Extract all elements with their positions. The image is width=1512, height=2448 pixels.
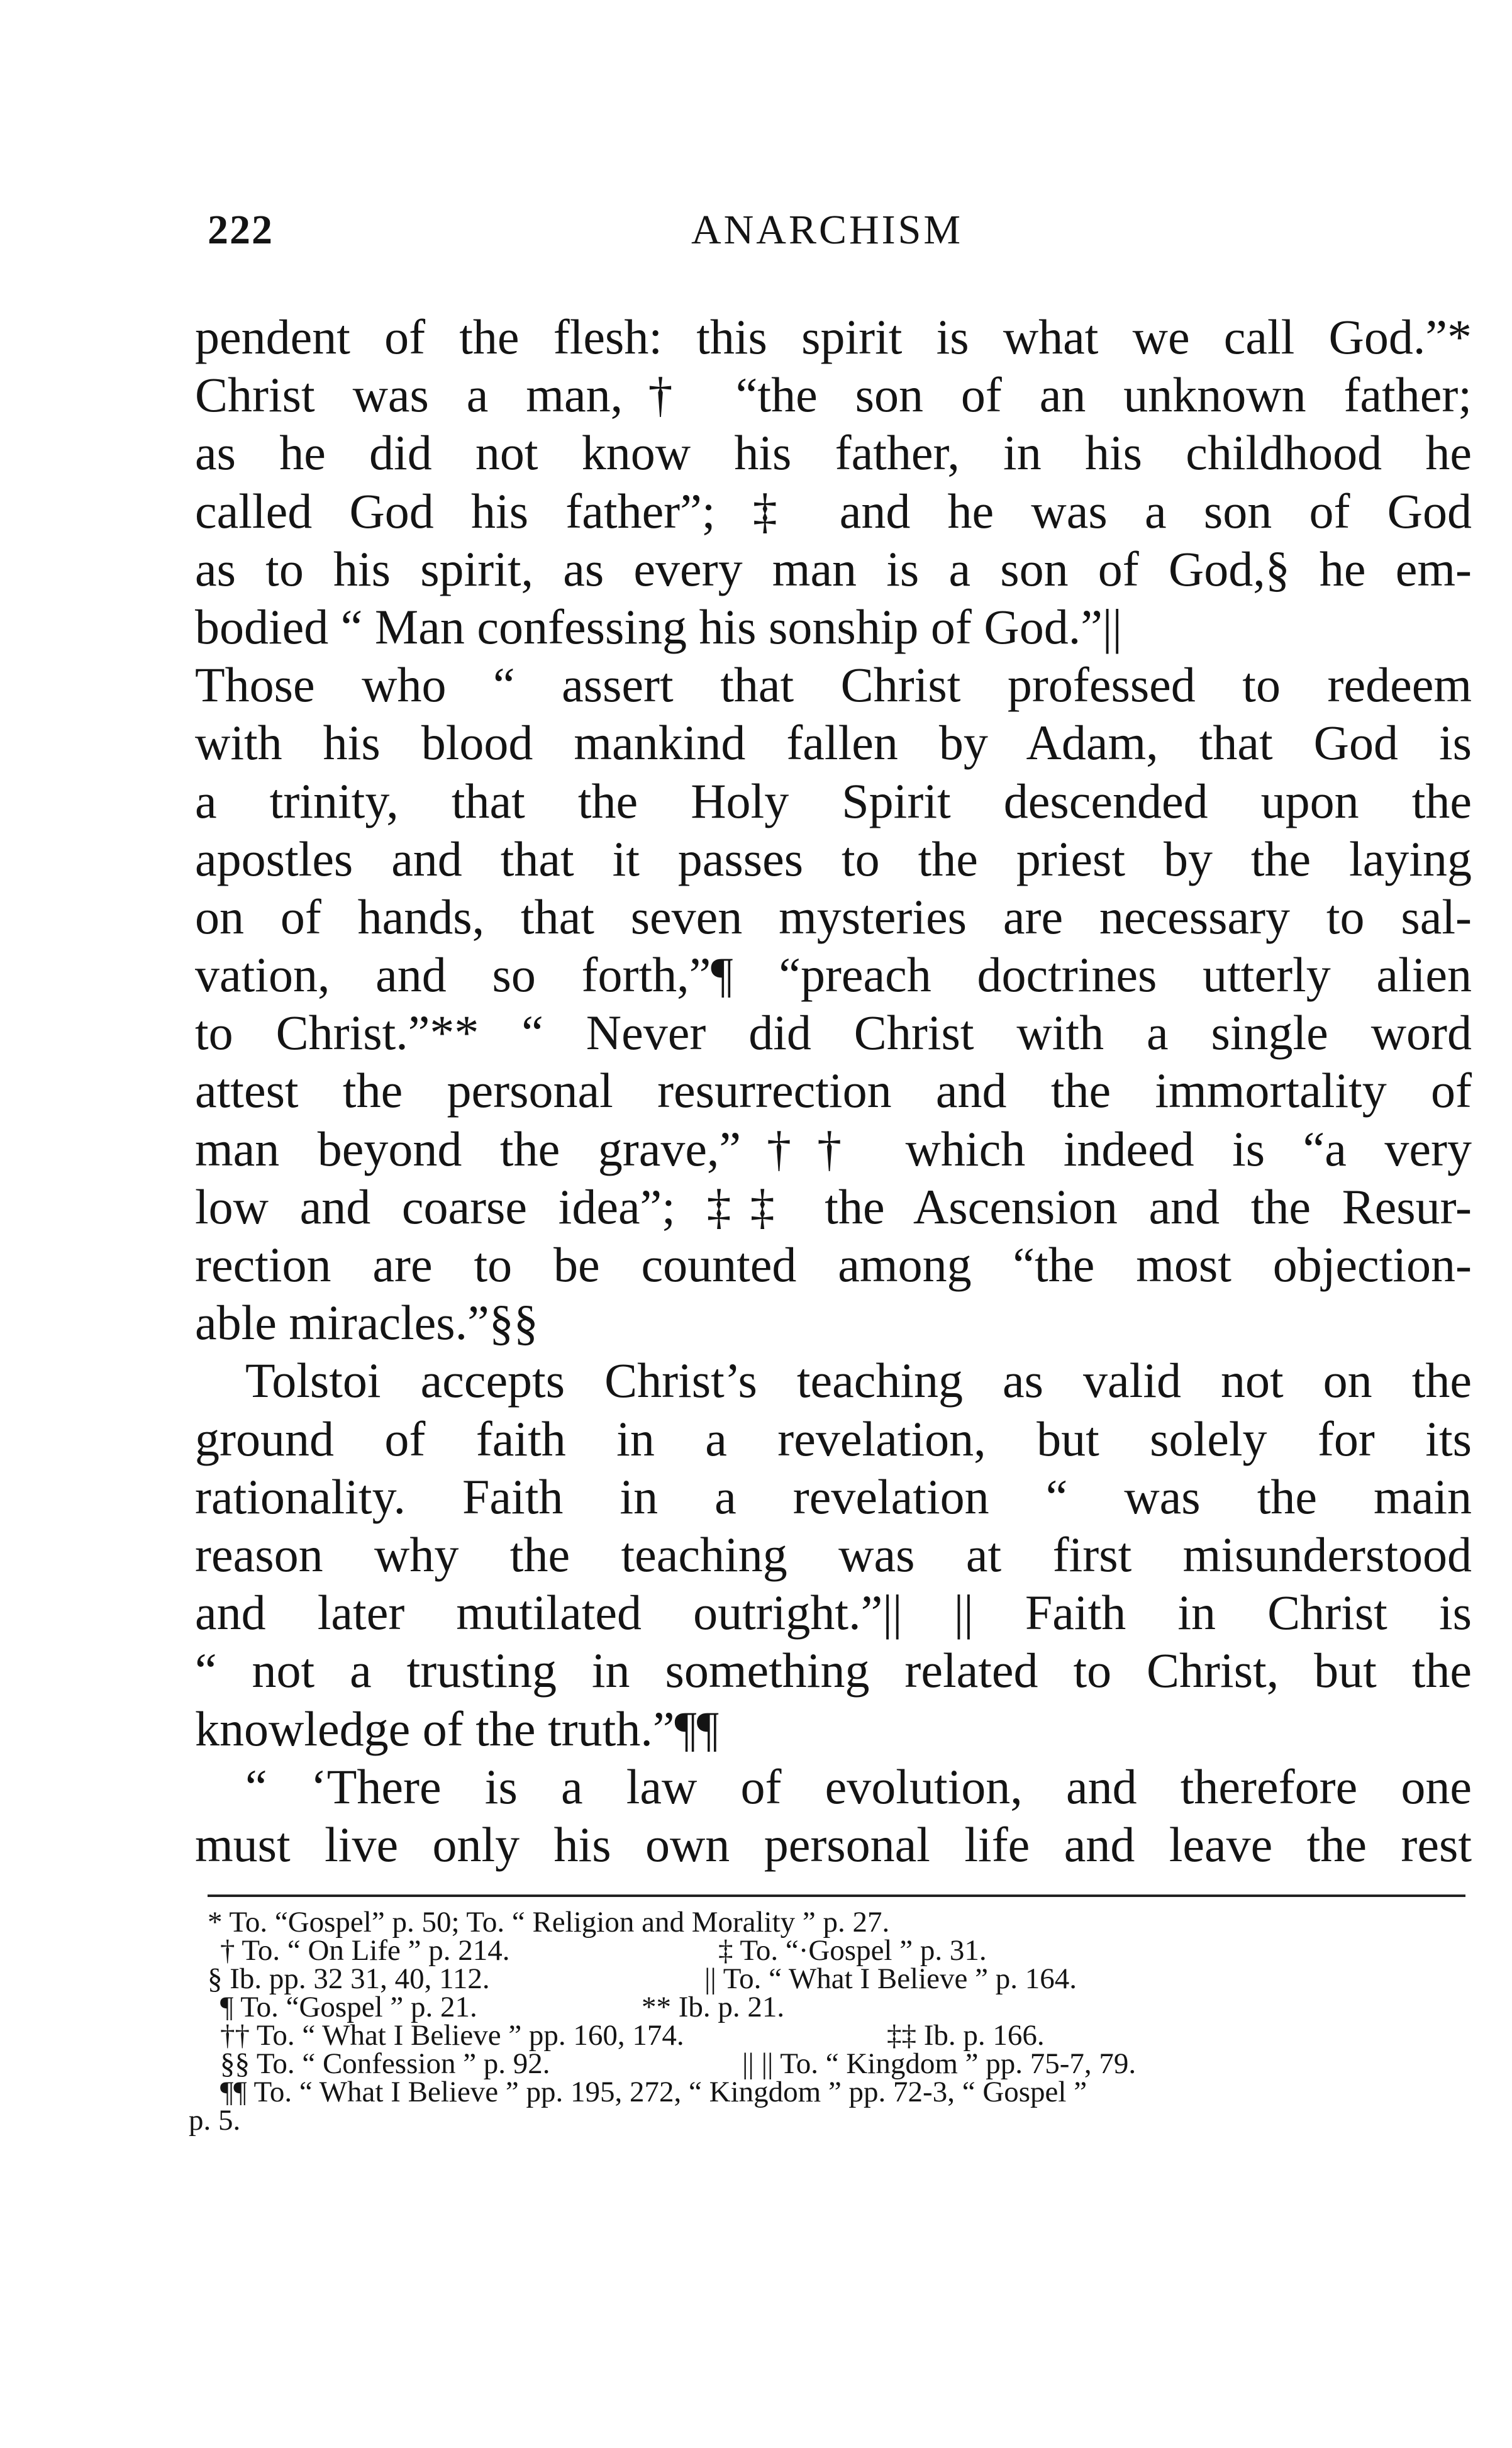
body-line: a trinity, that the Holy Spirit descended upon the xyxy=(195,773,1472,828)
footnote: ** Ib. p. 21. xyxy=(642,1991,785,2023)
body-line: Those who “ assert that Christ professed to redeem xyxy=(195,657,1472,713)
footnote-row xyxy=(189,2078,1465,2106)
body-line: “ ‘There is a law of evolution, and therefore one xyxy=(245,1759,1472,1814)
body-line: Tolstoi accepts Christ’s teaching as valid not on the xyxy=(245,1353,1472,1408)
footnote-row xyxy=(189,2047,1465,2080)
body-line: able miracles.”§§ xyxy=(195,1295,538,1350)
body-line: as to his spirit, as every man is a son of God,§ he em- xyxy=(195,541,1472,596)
footnote-row xyxy=(189,1962,1465,1995)
footnotes xyxy=(189,1908,1465,2135)
page-header xyxy=(208,206,1447,263)
body-line: apostles and that it passes to the priest by the laying xyxy=(195,831,1472,886)
body-line: man beyond the grave,”†† which indeed is “a very xyxy=(195,1121,1472,1176)
footnote: || || To. “ Kingdom ” pp. 75-7, 79. xyxy=(742,2047,1137,2080)
footnote: || To. “ What I Believe ” p. 164. xyxy=(704,1962,1077,1995)
body-line: with his blood mankind fallen by Adam, that God is xyxy=(195,715,1472,771)
body-line: must live only his own personal life and leave the rest xyxy=(195,1817,1472,1872)
footnote: p. 5. xyxy=(189,2104,241,2137)
body-line: rationality. Faith in a revelation “ was the main xyxy=(195,1469,1472,1524)
footnote: ‡ To. “·Gospel ” p. 31. xyxy=(718,1934,987,1967)
footnote-row xyxy=(189,2106,1465,2135)
body-line: reason why the teaching was at first misunderstood xyxy=(195,1527,1472,1582)
body-line: called God his father”; ‡ and he was a son of God xyxy=(195,483,1472,538)
footnote-divider xyxy=(208,1894,1465,1897)
footnote: ¶ To. “Gospel ” p. 21. xyxy=(220,1991,477,2023)
footnote: * To. “Gospel” p. 50; To. “ Religion and Morality ” p. 27. xyxy=(208,1906,890,1939)
footnote: ‡‡ Ib. p. 166. xyxy=(887,2019,1045,2052)
footnote: † To. “ On Life ” p. 214. xyxy=(220,1934,510,1967)
body-line: as he did not know his father, in his childhood he xyxy=(195,425,1472,481)
footnote: §§ To. “ Confession ” p. 92. xyxy=(220,2047,550,2080)
footnote-row xyxy=(189,1934,1465,1967)
body-line: vation, and so forth,”¶ “preach doctrines utterly alien xyxy=(195,947,1472,1003)
footnote-row xyxy=(189,2019,1465,2052)
body-line: to Christ.”** “ Never did Christ with a single word xyxy=(195,1005,1472,1060)
body-line: attest the personal resurrection and the immortality of xyxy=(195,1063,1472,1118)
body-line: pendent of the flesh: this spirit is what we call God.”* xyxy=(195,309,1472,364)
body-text xyxy=(195,308,1472,1874)
page-number: 222 xyxy=(208,207,274,253)
body-line: Christ was a man,† “the son of an unknown father; xyxy=(195,367,1472,423)
body-line: “ not a trusting in something related to Christ, but the xyxy=(195,1643,1472,1698)
footnote: § Ib. pp. 32 31, 40, 112. xyxy=(208,1962,490,1995)
body-line: low and coarse idea”; ‡‡ the Ascension and the Resur- xyxy=(195,1179,1472,1234)
body-line: and later mutilated outright.”|| || Faith in Christ is xyxy=(195,1585,1472,1640)
body-line: rection are to be counted among “the most objection- xyxy=(195,1237,1472,1292)
running-head: ANARCHISM xyxy=(691,207,964,253)
body-line: knowledge of the truth.”¶¶ xyxy=(195,1701,720,1756)
footnote: †† To. “ What I Believe ” pp. 160, 174. xyxy=(220,2019,684,2052)
footnote-row xyxy=(189,1908,1465,1937)
body-line: bodied “ Man confessing his sonship of God.”|| xyxy=(195,599,1123,654)
body-line: ground of faith in a revelation, but solely for its xyxy=(195,1411,1472,1466)
body-line: on of hands, that seven mysteries are necessary to sal- xyxy=(195,889,1472,944)
footnote: ¶¶ To. “ What I Believe ” pp. 195, 272, “ Kingdom ” pp. 72-3, “ Gospel ” xyxy=(220,2076,1087,2108)
footnote-row xyxy=(189,1993,1465,2022)
